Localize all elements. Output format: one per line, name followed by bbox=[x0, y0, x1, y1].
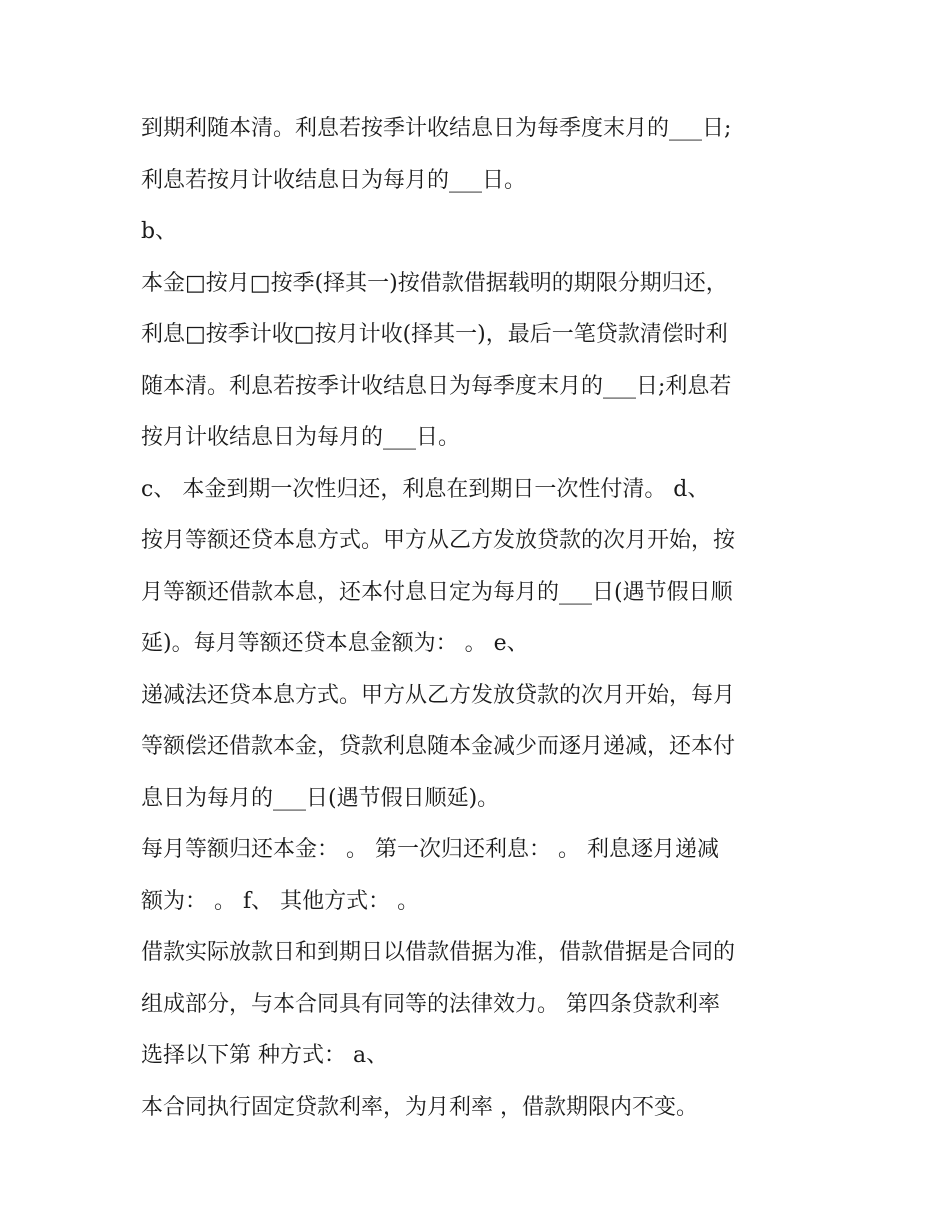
text-line: 延)。每月等额还贷本息金额为： 。 e、 bbox=[141, 631, 529, 656]
text-line: b、 bbox=[141, 219, 178, 244]
text-line: 借款实际放款日和到期日以借款借据为准，借款借据是合同的 bbox=[141, 940, 736, 965]
text-line: 本合同执行固定贷款利率，为月利率 ，借款期限内不变。 bbox=[141, 1094, 698, 1120]
text-line: 息日为每月的___日(遇节假日顺延)。 bbox=[141, 785, 500, 811]
text-line: 选择以下第 种方式： a、 bbox=[141, 1043, 389, 1068]
text-line: 到期利随本清。利息若按季计收结息日为每季度末月的___日; bbox=[141, 116, 732, 141]
text-line: c、 本金到期一次性归还，利息在到期日一次性付清。 d、 bbox=[141, 476, 710, 502]
text-line: 等额偿还借款本金，贷款利息随本金减少而逐月递减，还本付 bbox=[141, 734, 736, 759]
text-line: 利息□按季计收□按月计收(择其一)，最后一笔贷款清偿时利 bbox=[141, 322, 728, 347]
text-line: 递减法还贷本息方式。甲方从乙方发放贷款的次月开始，每月 bbox=[141, 682, 736, 708]
text-line: 额为： 。 f、 其他方式： 。 bbox=[141, 888, 420, 914]
text-line: 利息若按月计收结息日为每月的___日。 bbox=[141, 167, 527, 193]
text-line: 按月计收结息日为每月的___日。 bbox=[141, 425, 461, 450]
text-line: 随本清。利息若按季计收结息日为每季度末月的___日;利息若 bbox=[141, 373, 732, 399]
text-line: 组成部分，与本合同具有同等的法律效力。 第四条贷款利率 bbox=[141, 991, 720, 1017]
text-line: 本金□按月□按季(择其一)按借款借据载明的期限分期归还， bbox=[141, 270, 728, 296]
text-line: 每月等额归还本金： 。 第一次归还利息： 。 利息逐月递减 bbox=[141, 837, 719, 862]
text-line: 月等额还借款本息，还本付息日定为每月的___日(遇节假日顺 bbox=[141, 579, 733, 605]
text-line: 按月等额还贷本息方式。甲方从乙方发放贷款的次月开始，按 bbox=[141, 528, 736, 553]
document-body bbox=[141, 103, 821, 1133]
